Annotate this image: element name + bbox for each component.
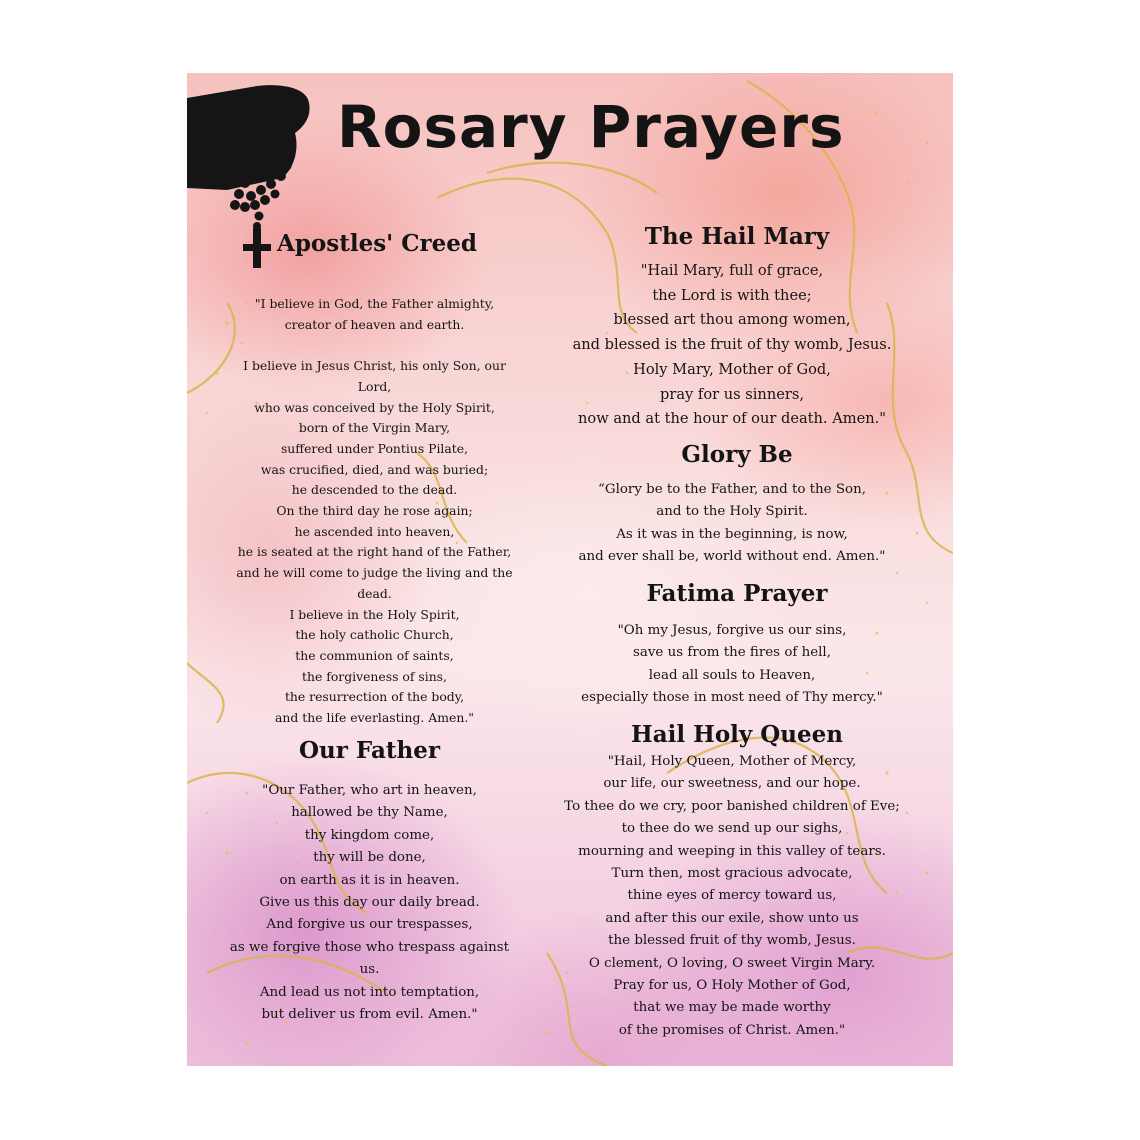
prayer-line: and the life everlasting. Amen." xyxy=(275,710,474,726)
prayer-line: he is seated at the right hand of the Father, xyxy=(237,544,512,560)
prayer-line: "Oh my Jesus, forgive us our sins, xyxy=(617,623,847,638)
prayer-line: Pray for us, O Holy Mother of God, xyxy=(613,978,851,994)
prayer-line: he descended to the dead. xyxy=(291,482,458,498)
prayer-line: Lord, xyxy=(357,378,392,394)
hail-holy-queen-text xyxy=(527,751,937,1042)
prayer-line: “Glory be to the Father, and to the Son, xyxy=(598,482,866,497)
prayer-line: and he will come to judge the living and the xyxy=(236,565,513,581)
prayer-line: I believe in the Holy Spirit, xyxy=(289,606,460,622)
prayer-line: the communion of saints, xyxy=(295,647,454,663)
prayer-line: but deliver us from evil. Amen." xyxy=(261,1007,478,1023)
prayer-line: that we may be made worthy xyxy=(633,1000,831,1016)
prayer-line: the Lord is with thee; xyxy=(652,286,812,304)
prayer-line: And forgive us our trespasses, xyxy=(266,917,473,933)
prayer-line: To thee do we cry, poor banished children of Eve; xyxy=(564,798,900,814)
our-father-text xyxy=(197,780,542,1026)
prayer-line: O clement, O loving, O sweet Virgin Mary. xyxy=(588,955,876,971)
hail-holy-queen-heading: Hail Holy Queen xyxy=(630,721,844,748)
prayer-line: now and at the hour of our death. Amen." xyxy=(578,410,886,428)
prayer-line: on earth as it is in heaven. xyxy=(279,872,460,888)
prayer-line: and blessed is the fruit of thy womb, Jesus. xyxy=(572,336,892,354)
prayer-line: hallowed be thy Name, xyxy=(291,805,448,821)
glory-be-heading: Glory Be xyxy=(681,441,793,468)
prayer-line: born of the Virgin Mary, xyxy=(298,420,451,436)
prayer-line: "Hail Mary, full of grace, xyxy=(640,262,824,279)
prayer-line: and ever shall be, world without end. Amen." xyxy=(578,549,886,565)
prayer-line: thine eyes of mercy toward us, xyxy=(627,888,837,904)
prayer-line: as we forgive those who trespass against xyxy=(229,939,510,955)
prayer-line: creator of heaven and earth. xyxy=(284,316,465,332)
hail-mary-heading: The Hail Mary xyxy=(644,223,830,250)
prayer-line: "I believe in God, the Father almighty, xyxy=(254,296,495,311)
prayer-line: mourning and weeping in this valley of tears. xyxy=(578,843,886,859)
prayer-line: "Our Father, who art in heaven, xyxy=(262,783,477,798)
fatima-prayer-text xyxy=(542,620,922,710)
prayer-line: our life, our sweetness, and our hope. xyxy=(603,776,861,792)
prayer-line: who was conceived by the Holy Spirit, xyxy=(254,399,495,415)
prayer-line: and to the Holy Spirit. xyxy=(656,504,808,520)
prayer-line: Turn then, most gracious advocate, xyxy=(611,866,853,882)
prayer-line: the blessed fruit of thy womb, Jesus. xyxy=(608,933,856,949)
prayer-line: suffered under Pontius Pilate, xyxy=(280,440,469,456)
prayer-line: pray for us sinners, xyxy=(660,385,804,403)
prayer-line: Give us this day our daily bread. xyxy=(259,895,480,911)
page-title: Rosary Prayers xyxy=(337,93,845,161)
prayer-line: I believe in Jesus Christ, his only Son, our xyxy=(243,358,506,374)
prayer-line: us. xyxy=(359,962,380,978)
prayer-line-break xyxy=(202,335,547,356)
prayer-line: On the third day he rose again; xyxy=(276,503,473,519)
prayer-sheet xyxy=(187,73,953,1066)
apostles-creed-text xyxy=(202,294,547,729)
prayer-line: of the promises of Christ. Amen." xyxy=(618,1022,846,1038)
prayer-line: save us from the fires of hell, xyxy=(633,645,831,661)
glory-be-text xyxy=(542,479,922,569)
apostles-creed-heading: Apostles' Creed xyxy=(277,230,477,257)
fatima-prayer-heading: Fatima Prayer xyxy=(646,580,828,607)
prayer-line: As it was in the beginning, is now, xyxy=(616,526,848,542)
prayer-line: he ascended into heaven, xyxy=(294,523,455,539)
prayer-line: the forgiveness of sins, xyxy=(302,668,447,684)
prayer-line: the resurrection of the body, xyxy=(284,689,465,705)
prayer-line: thy will be done, xyxy=(313,850,426,866)
our-father-heading: Our Father xyxy=(299,737,440,764)
prayer-line: blessed art thou among women, xyxy=(613,311,851,329)
prayer-line: and after this our exile, show unto us xyxy=(605,910,859,926)
prayer-line: dead. xyxy=(357,585,392,601)
prayer-line: lead all souls to Heaven, xyxy=(648,667,816,683)
prayer-line: And lead us not into temptation, xyxy=(259,984,480,1000)
prayer-line: thy kingdom come, xyxy=(304,827,435,843)
hail-mary-text xyxy=(542,259,922,432)
prayer-line: was crucified, died, and was buried; xyxy=(260,461,489,477)
prayer-line: Holy Mary, Mother of God, xyxy=(633,360,831,378)
prayer-line: especially those in most need of Thy mercy." xyxy=(581,690,883,706)
prayer-line: "Hail, Holy Queen, Mother of Mercy, xyxy=(607,754,857,769)
prayer-line: the holy catholic Church, xyxy=(295,627,454,643)
prayer-line: to thee do we send up our sighs, xyxy=(621,821,843,837)
